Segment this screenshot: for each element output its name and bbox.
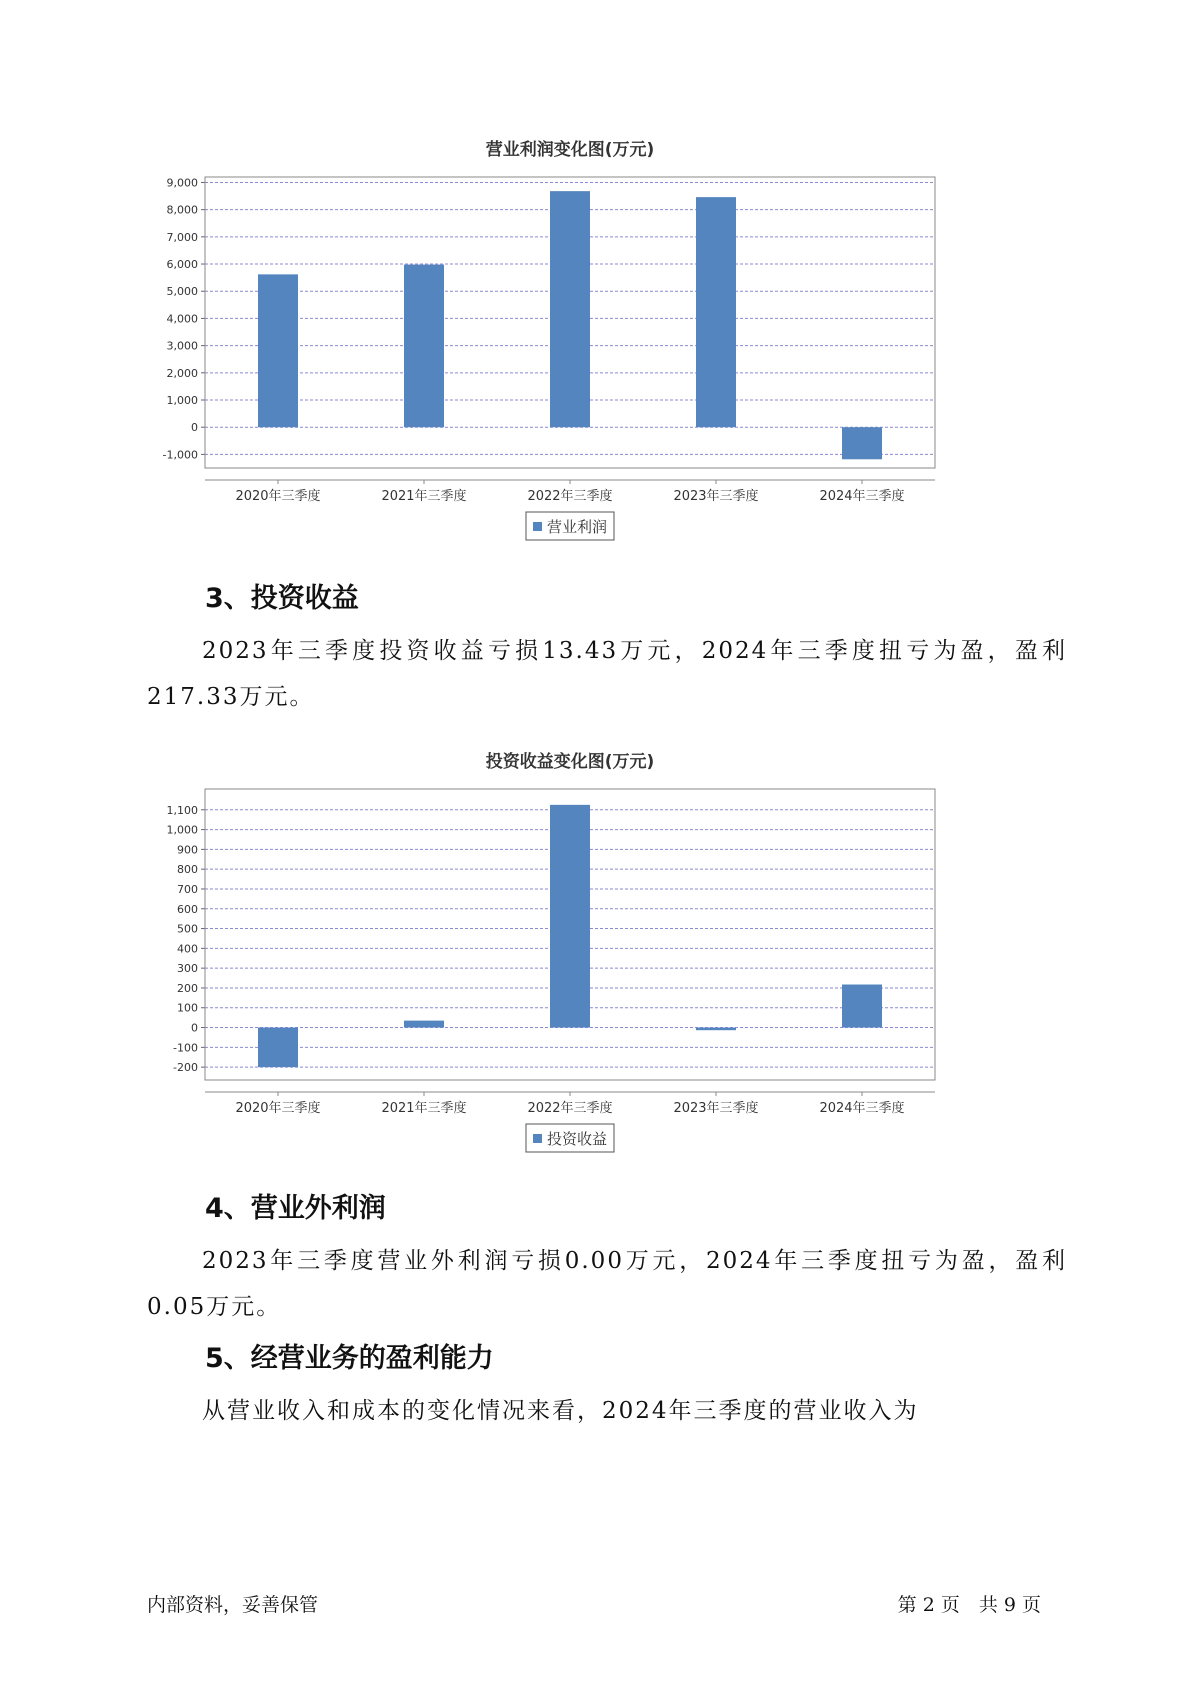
chart1-bar [550,805,590,1028]
chart0-y-tick-label: -1,000 [162,448,198,462]
chart1-legend-label: 投资收益 [547,1130,608,1148]
chart1-x-tick-label: 2024年三季度 [819,1101,905,1116]
chart1-y-tick-label: 400 [177,942,198,956]
chart1-bar [258,1028,298,1068]
section-3-paragraph: 2023年三季度投资收益亏损13.43万元，2024年三季度扭亏为盈，盈利217.33万元。 [147,638,1067,710]
chart1-bar [842,985,882,1028]
chart0-y-tick-label: 6,000 [166,258,198,272]
chart0-y-tick-label: 2,000 [166,366,198,380]
chart0-bar [696,197,736,427]
chart0-y-tick-label: 0 [191,421,198,435]
investment-income-chart-svg [160,742,1040,1167]
chart0-y-tick-label: 9,000 [166,176,198,190]
footer-confidential-note: 内部资料，妥善保管 [147,1594,319,1616]
chart0-x-tick-label: 2024年三季度 [819,489,905,504]
chart0-legend-swatch [533,522,542,531]
chart1-y-tick-label: 200 [177,981,198,995]
chart0-bar [550,191,590,427]
chart0-y-tick-label: 1,000 [166,394,198,408]
section-5-heading: 5、经营业务的盈利能力 [205,1343,494,1374]
chart1-title: 投资收益变化图(万元) [485,752,655,772]
chart1-y-tick-label: -200 [173,1061,198,1075]
chart1-x-tick-label: 2022年三季度 [527,1101,613,1116]
section-5-paragraph: 从营业收入和成本的变化情况来看，2024年三季度的营业收入为 [202,1398,919,1424]
investment-income-chart [160,742,1040,1167]
chart1-y-tick-label: 1,100 [166,803,198,817]
section-4-heading: 4、营业外利润 [205,1193,386,1224]
chart1-y-tick-label: 100 [177,1001,198,1015]
chart1-y-tick-label: 500 [177,922,198,936]
chart1-y-tick-label: 0 [191,1021,198,1035]
section-3-heading: 3、投资收益 [205,583,359,614]
chart0-x-tick-label: 2022年三季度 [527,489,613,504]
footer-page-number: 第 2 页 共 9 页 [897,1594,1041,1616]
chart1-bar [404,1021,444,1028]
operating-profit-chart [160,130,1040,555]
chart1-y-tick-label: 700 [177,882,198,896]
chart1-y-tick-label: 800 [177,863,198,877]
chart1-x-tick-label: 2020年三季度 [235,1101,321,1116]
chart1-y-tick-label: 300 [177,962,198,976]
chart1-bar [696,1028,736,1031]
chart0-x-tick-label: 2021年三季度 [381,489,467,504]
chart0-y-tick-label: 7,000 [166,230,198,244]
chart0-x-tick-label: 2023年三季度 [673,489,759,504]
chart0-bar [404,265,444,428]
chart0-bar [842,427,882,459]
chart0-y-tick-label: 5,000 [166,285,198,299]
section-4-paragraph: 2023年三季度营业外利润亏损0.00万元，2024年三季度扭亏为盈，盈利0.05万元。 [147,1248,1067,1320]
chart1-x-tick-label: 2021年三季度 [381,1101,467,1116]
chart1-y-tick-label: 900 [177,843,198,857]
chart1-y-tick-label: -100 [173,1041,198,1055]
chart0-y-tick-label: 4,000 [166,312,198,326]
chart1-legend-swatch [533,1134,542,1143]
chart1-y-tick-label: 1,000 [166,823,198,837]
operating-profit-chart-svg [160,130,1040,555]
chart0-legend-label: 营业利润 [547,518,608,536]
chart0-title: 营业利润变化图(万元) [485,140,655,160]
chart0-x-tick-label: 2020年三季度 [235,489,321,504]
chart1-x-tick-label: 2023年三季度 [673,1101,759,1116]
chart0-bar [258,274,298,427]
chart0-y-tick-label: 8,000 [166,203,198,217]
chart0-y-tick-label: 3,000 [166,339,198,353]
chart1-y-tick-label: 600 [177,902,198,916]
